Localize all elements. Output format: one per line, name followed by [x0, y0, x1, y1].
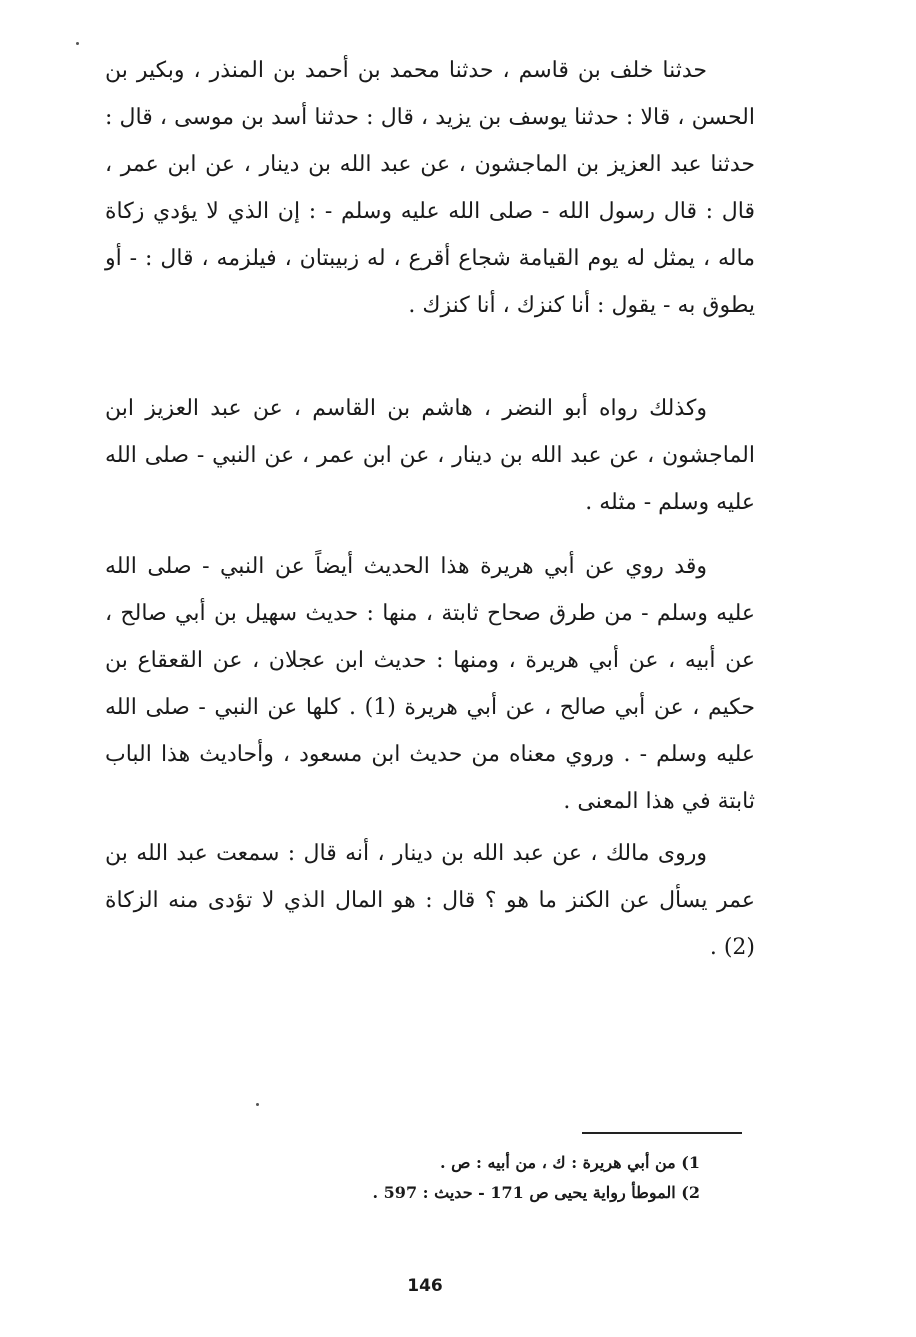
- page-number: 146: [407, 1276, 443, 1296]
- paragraph-text: وكذلك رواه أبو النضر ، هاشم بن القاسم ، عن عبد العزيز ابن الماجشون ، عن عبد الله بن دينار ، عن ابن عمر ، عن النبي - صلى الله عليه وسلم - مثله .: [105, 396, 755, 515]
- paragraph-text: حدثنا خلف بن قاسم ، حدثنا محمد بن أحمد بن المنذر ، وبكير بن الحسن ، قالا : حدثنا يوسف بن يزيد ، قال : حدثنا أسد بن موسى ، قال : حدثنا عبد العزيز بن الماجشون ، عن عبد الله بن دينار ، عن ابن عمر ، قال : قال رسول الله - صلى الله عليه وسلم - : إن الذي لا يؤدي زكاة ماله ، يمثل له يوم القيامة شجاع أقرع ، له زبيبتان ، فيلزمه ، قال : - أو يطوق به - يقول : أنا كنزك ، أنا كنزك .: [105, 58, 755, 318]
- scan-speck: [76, 42, 79, 45]
- paragraph-1: [105, 47, 755, 329]
- paragraph-3: [105, 543, 755, 825]
- scan-speck: [256, 1103, 259, 1106]
- paragraph-text: وقد روي عن أبي هريرة هذا الحديث أيضاً عن النبي - صلى الله عليه وسلم - من طرق صحاح ثابتة ، منها : حديث سهيل بن أبي صالح ، عن أبيه ، عن أبي هريرة ، ومنها : حديث ابن عجلان ، عن القعقاع بن حكيم ، عن أبي صالح ، عن أبي هريرة (1) . كلها عن النبي - صلى الله عليه وسلم - . وروي معناه من حديث ابن مسعود ، وأحاديث هذا الباب ثابتة في هذا المعنى .: [105, 554, 755, 814]
- footnote-1: 1) من أبي هريرة : ك ، من أبيه : ص .: [439, 1153, 700, 1172]
- footnotes: [200, 1148, 700, 1208]
- footnote-2: 2) الموطأ رواية يحيى ص 171 - حديث : 597 .: [372, 1183, 700, 1202]
- footnote-divider: [582, 1132, 742, 1134]
- paragraph-text: وروى مالك ، عن عبد الله بن دينار ، أنه قال : سمعت عبد الله بن عمر يسأل عن الكنز ما هو ؟ قال : هو المال الذي لا تؤدى منه الزكاة (2) .: [105, 841, 755, 960]
- paragraph-4: [105, 830, 755, 971]
- paragraph-2: [105, 385, 755, 526]
